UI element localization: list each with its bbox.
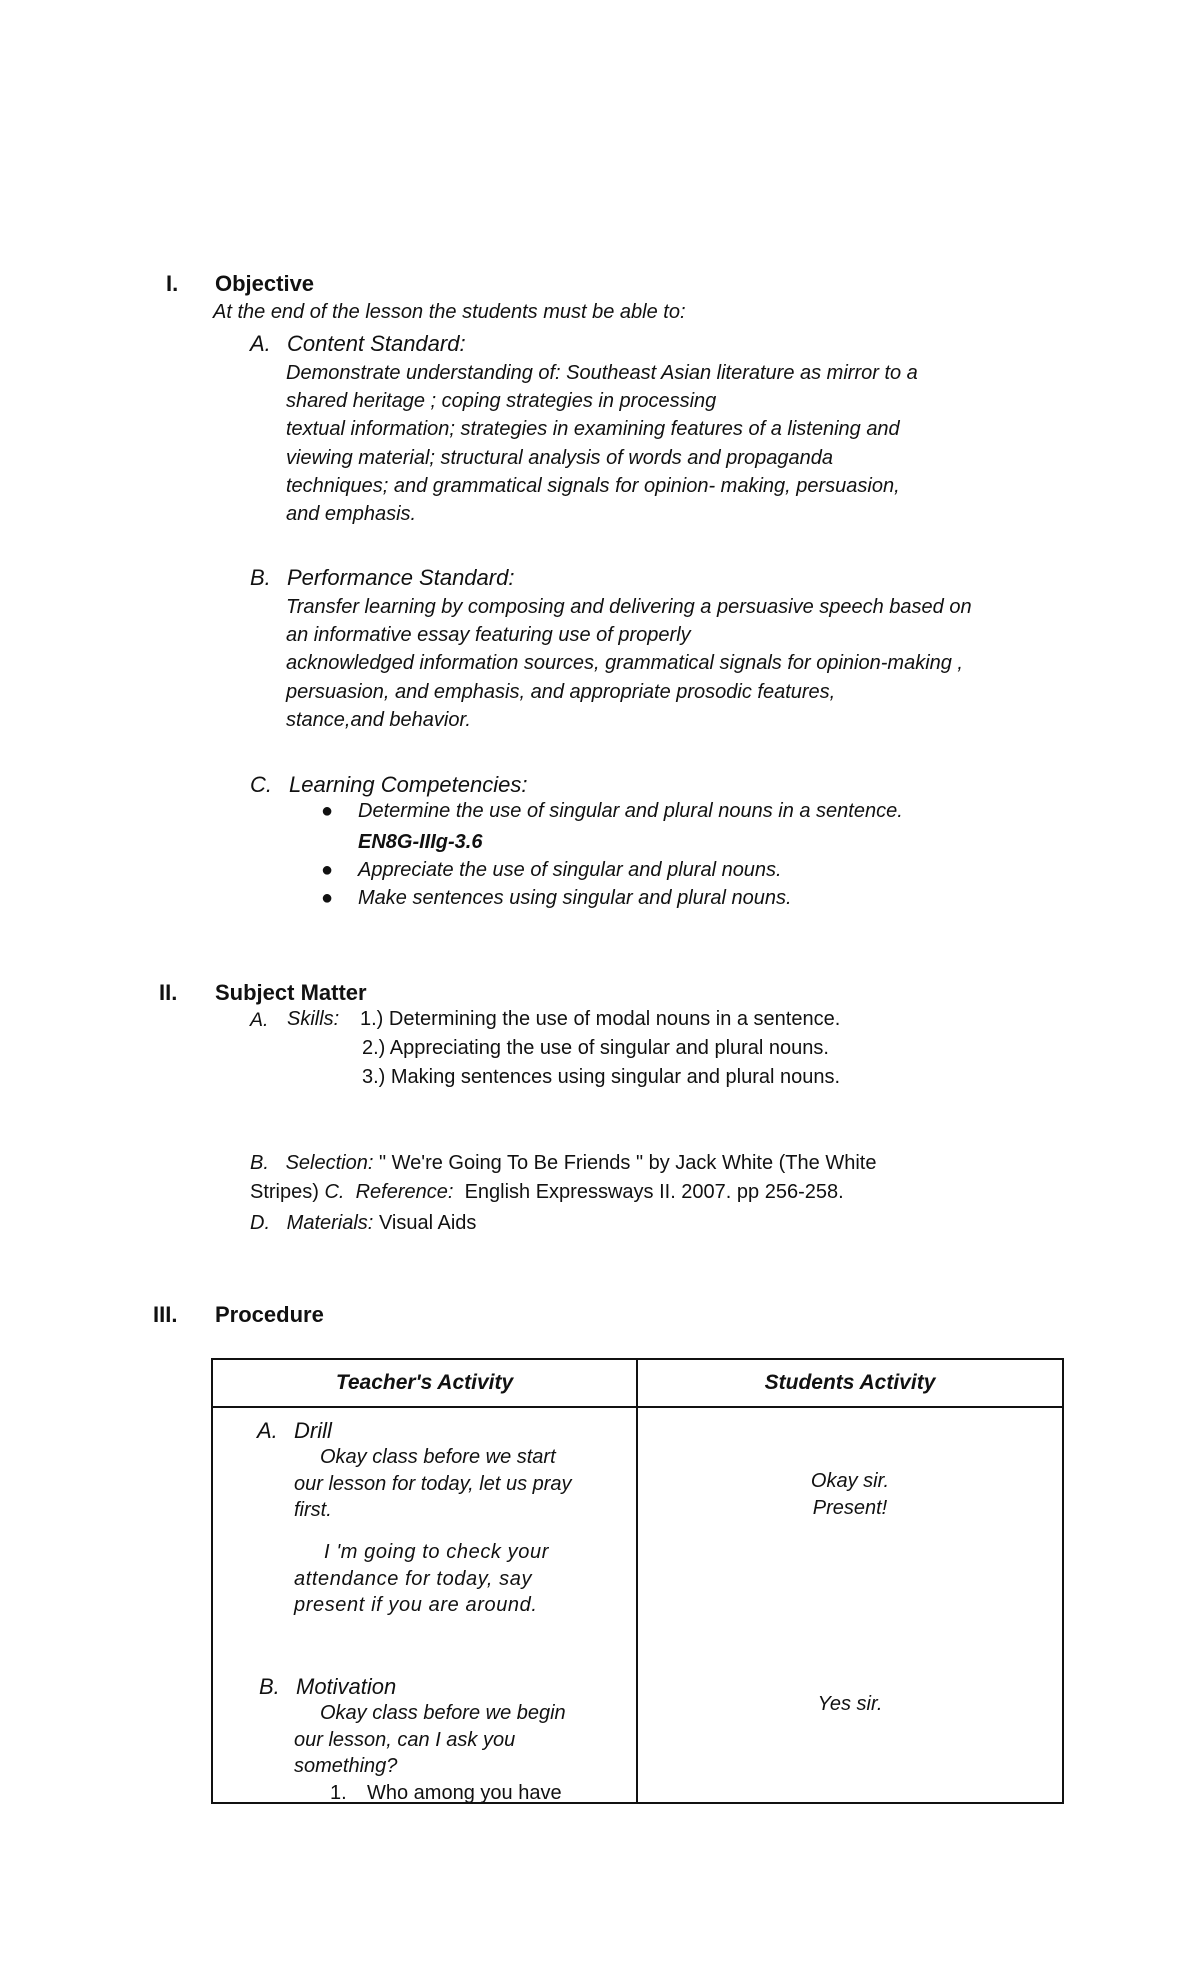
- competency-item: Appreciate the use of singular and plural nouns.: [358, 859, 782, 881]
- reference-letter: C.: [324, 1181, 345, 1203]
- content-standard-line: and emphasis.: [286, 503, 417, 526]
- content-standard-line: textual information; strategies in examining features of a listening and: [286, 418, 900, 441]
- drill-line: our lesson for today, let us pray: [294, 1472, 572, 1495]
- content-standard-title: Content Standard:: [287, 331, 466, 356]
- drill-title: Drill: [294, 1418, 332, 1443]
- motivation-letter: B.: [259, 1674, 280, 1699]
- bullet-icon: ●: [321, 859, 334, 881]
- drill-response-line: Present!: [812, 1496, 888, 1519]
- motivation-line: Okay class before we begin: [320, 1702, 566, 1724]
- drill-text-2: [294, 1539, 549, 1619]
- column-header-students: Students Activity: [637, 1359, 1063, 1407]
- materials-label: Materials:: [286, 1212, 374, 1234]
- reference-label: Reference:: [355, 1181, 454, 1203]
- skills-label: Skills:: [287, 1008, 340, 1030]
- procedure-table: [211, 1358, 1064, 1804]
- competency-item: Make sentences using singular and plural nouns.: [358, 887, 792, 909]
- content-standard-line: techniques; and grammatical signals for opinion- making, persuasion,: [286, 474, 900, 497]
- learning-competencies-title: Learning Competencies:: [289, 772, 528, 797]
- drill-response-line: Okay sir.: [810, 1470, 890, 1492]
- drill-line: Okay class before we start: [320, 1446, 556, 1468]
- drill-response: [638, 1468, 1062, 1521]
- content-standard-line: viewing material; structural analysis of words and propaganda: [286, 446, 833, 469]
- skill-item: 1.) Determining the use of modal nouns in a sentence.: [360, 1008, 841, 1030]
- section-numeral-objective: I.: [166, 271, 179, 296]
- column-header-teacher: Teacher's Activity: [212, 1359, 637, 1407]
- materials-letter: D.: [250, 1212, 270, 1234]
- performance-standard-line: acknowledged information sources, grammatical signals for opinion-making ,: [286, 652, 963, 675]
- section-heading-objective: Objective: [215, 271, 315, 296]
- performance-standard-letter: B.: [250, 565, 271, 590]
- motivation-question: Who among you have: [367, 1782, 562, 1804]
- selection-continued: Stripes): [250, 1181, 319, 1203]
- drill-line: present if you are around.: [294, 1594, 538, 1616]
- objective-intro: At the end of the lesson the students must be able to:: [213, 301, 686, 323]
- performance-standard-text: [286, 593, 972, 734]
- content-standard-line: Demonstrate understanding of: Southeast Asian literature as mirror to a: [286, 362, 918, 384]
- performance-standard-line: Transfer learning by composing and delivering a persuasive speech based on: [286, 596, 972, 618]
- section-heading-procedure: Procedure: [215, 1302, 324, 1327]
- performance-standard-line: an informative essay featuring use of properly: [286, 624, 691, 647]
- drill-text-1: [294, 1444, 572, 1524]
- table-header-row: [212, 1359, 1063, 1407]
- selection-letter: B.: [250, 1152, 269, 1174]
- motivation-text: [294, 1700, 566, 1780]
- reference-line: [250, 1181, 844, 1204]
- content-standard-letter: A.: [250, 331, 271, 356]
- section-heading-subject-matter: Subject Matter: [215, 980, 367, 1005]
- reference-text: English Expressways II. 2007. pp 256-258.: [464, 1181, 844, 1203]
- motivation-response: Yes sir.: [817, 1693, 883, 1715]
- performance-standard-title: Performance Standard:: [287, 565, 515, 590]
- section-numeral-subject-matter: II.: [159, 980, 178, 1005]
- motivation-line: something?: [294, 1755, 398, 1777]
- skills-letter: A.: [250, 1009, 269, 1031]
- motivation-title: Motivation: [296, 1674, 397, 1699]
- content-standard-text: [286, 359, 918, 528]
- performance-standard-line: stance,and behavior.: [286, 708, 471, 731]
- performance-standard-line: persuasion, and emphasis, and appropriate prosodic features,: [286, 680, 836, 703]
- skill-item: 2.) Appreciating the use of singular and plural nouns.: [362, 1037, 829, 1059]
- materials-text: Visual Aids: [378, 1212, 477, 1234]
- drill-line: I 'm going to check your: [324, 1541, 549, 1563]
- selection-label: Selection:: [285, 1152, 374, 1174]
- bullet-icon: ●: [321, 800, 334, 822]
- motivation-question-number: 1.: [330, 1782, 347, 1804]
- content-standard-line: shared heritage ; coping strategies in processing: [286, 390, 717, 413]
- competency-code: EN8G-IIIg-3.6: [358, 831, 483, 853]
- drill-line: attendance for today, say: [294, 1567, 533, 1590]
- materials-line: [250, 1212, 476, 1235]
- skill-item: 3.) Making sentences using singular and plural nouns.: [362, 1066, 841, 1088]
- learning-competencies-letter: C.: [250, 772, 272, 797]
- teacher-activity-cell: [212, 1407, 637, 1803]
- drill-line: first.: [294, 1499, 332, 1521]
- selection-line: [250, 1152, 876, 1175]
- selection-text: " We're Going To Be Friends " by Jack White (The White: [373, 1152, 877, 1174]
- drill-letter: A.: [257, 1418, 278, 1443]
- section-numeral-procedure: III.: [153, 1302, 178, 1327]
- table-row: [212, 1407, 1063, 1803]
- motivation-line: our lesson, can I ask you: [294, 1728, 516, 1751]
- students-activity-cell: [637, 1407, 1063, 1803]
- bullet-icon: ●: [321, 887, 334, 909]
- competency-item: Determine the use of singular and plural nouns in a sentence.: [358, 800, 903, 822]
